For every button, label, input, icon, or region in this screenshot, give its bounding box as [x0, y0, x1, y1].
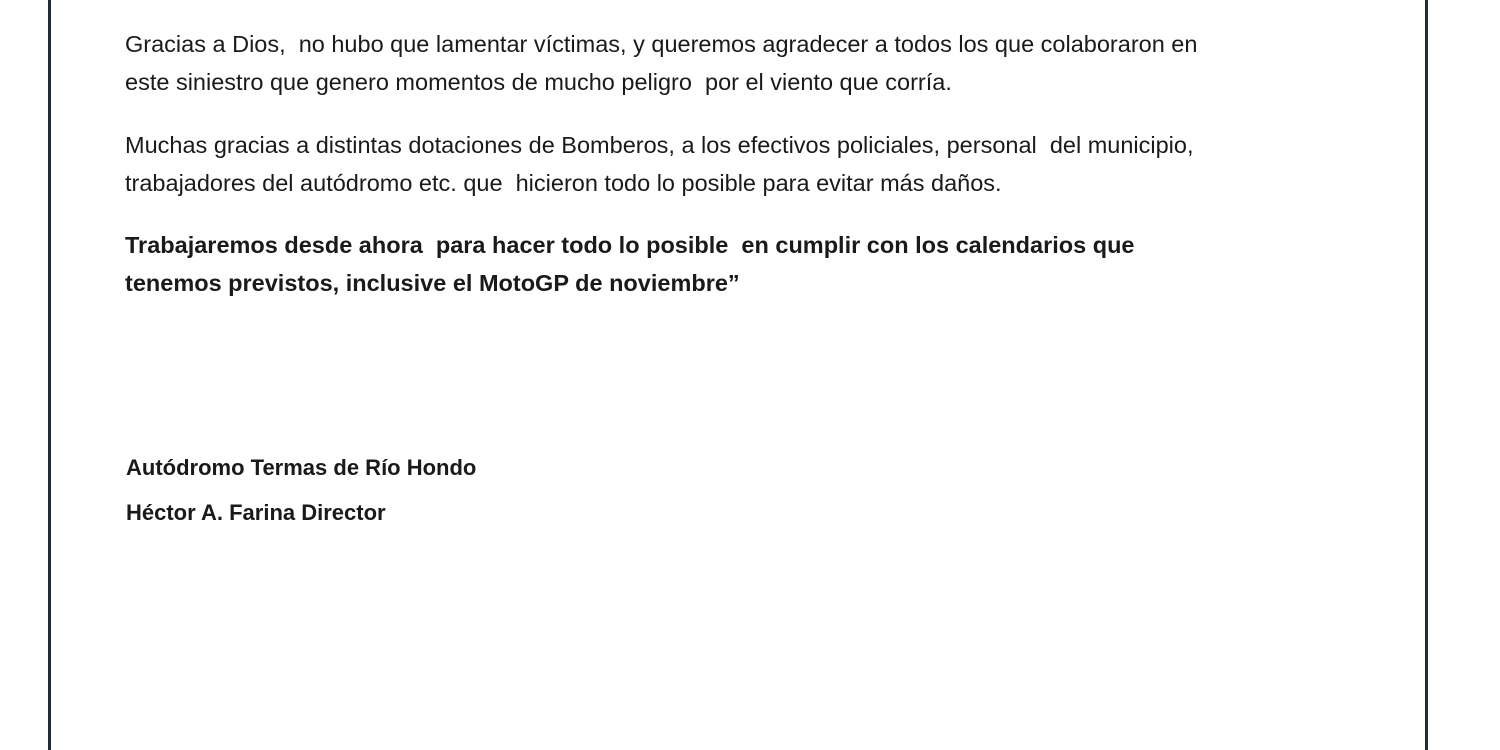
signature-name-title: Héctor A. Farina Director — [126, 500, 386, 525]
signature-organization: Autódromo Termas de Río Hondo — [126, 455, 477, 480]
paragraph-3-line-1: Trabajaremos desde ahora para hacer todo lo posible en cumplir con los calendarios que — [125, 232, 1135, 258]
paragraph-1-line-1: Gracias a Dios, no hubo que lamentar víctimas, y queremos agradecer a todos los que colaboraron en — [125, 31, 1198, 57]
document-border — [48, 0, 1428, 750]
paragraph-3-line-2: tenemos previstos, inclusive el MotoGP de noviembre” — [125, 270, 740, 296]
paragraph-2-line-2: trabajadores del autódromo etc. que hicieron todo lo posible para evitar más daños. — [125, 170, 1002, 196]
paragraph-1-line-2: este siniestro que genero momentos de mucho peligro por el viento que corría. — [125, 69, 952, 95]
paragraph-2-line-1: Muchas gracias a distintas dotaciones de Bomberos, a los efectivos policiales, personal del municipio, — [125, 132, 1194, 158]
